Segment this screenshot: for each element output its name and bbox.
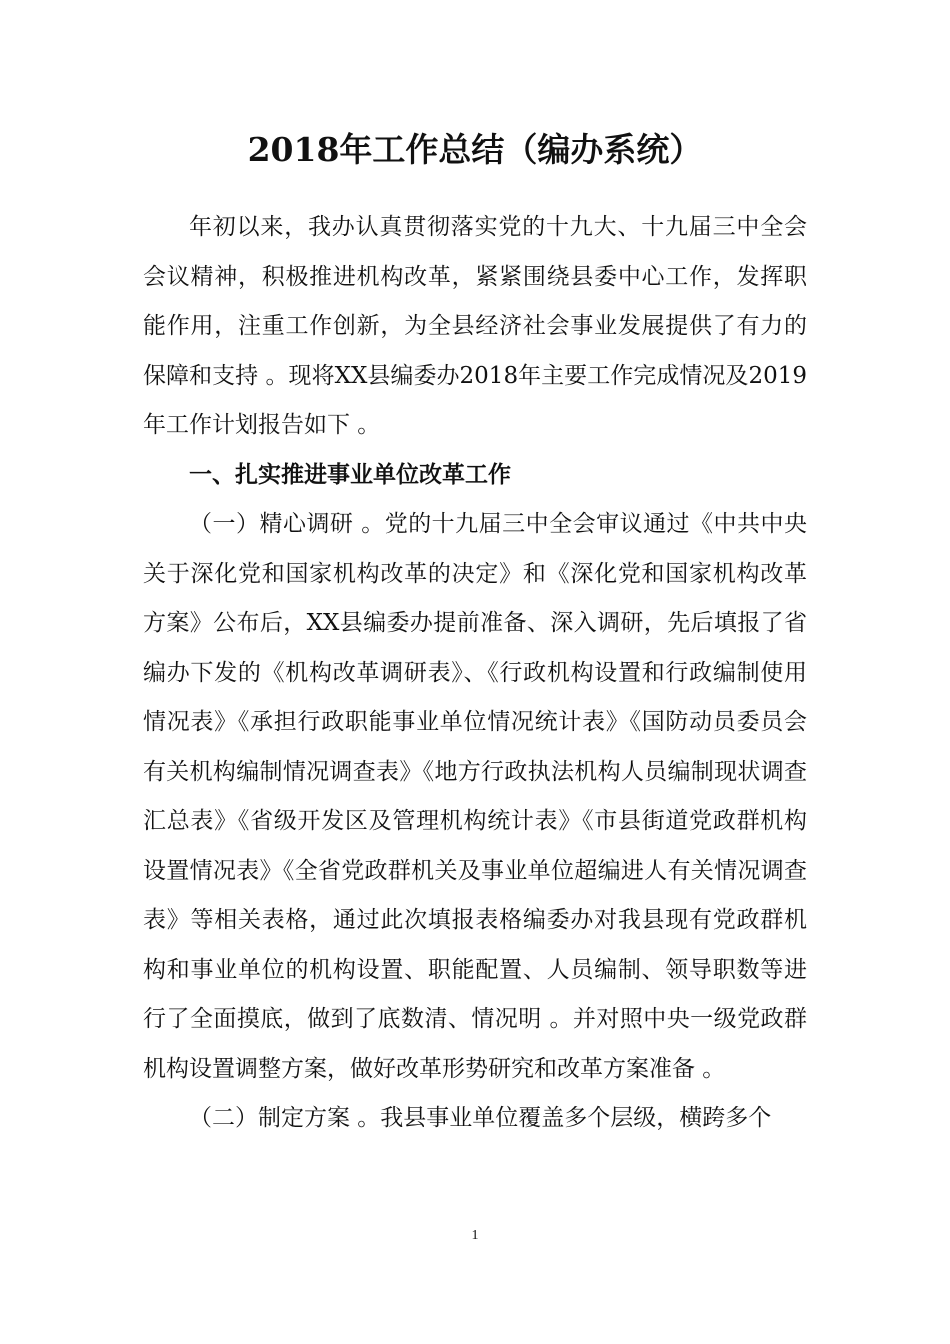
section-heading: 一、扎实推进事业单位改革工作	[189, 461, 511, 488]
page-number: 1	[471, 1228, 479, 1243]
intro-paragraph: 年初以来，我办认真贯彻落实党的十九大、十九届三中全会会议精神，积极推进机构改革，紧紧围绕县委中心工作，发挥职能作用，注重工作创新，为全县经济社会事业发展提供了有力的保障和支持 。现将XX县编委办2018年主要工作完成情况及2019年工作计划报告如下 。	[143, 214, 807, 438]
subsection-paragraph-plan: （二）制定方案 。我县事业单位覆盖多个层级，横跨多个	[189, 1105, 772, 1131]
subsection-paragraph-research: （一）精心调研 。党的十九届三中全会审议通过《中共中央关于深化党和国家机构改革的决定》和《深化党和国家机构改革方案》公布后，XX县编委办提前准备、深入调研，先后填报了省编办下发的《机构改革调研表》、《行政机构设置和行政编制使用情况表》《承担行政职能事业单位情况统计表》《国防动员委员会有关机构编制情况调查表》《地方行政执法机构人员编制现状调查汇总表》《省级开发区及管理机构统计表》《市县街道党政群机构设置情况表》《全省党政群机关及事业单位超编进人有关情况调查表》等相关表格，通过此次填报表格编委办对我县现有党政群机构和事业单位的机构设置、职能配置、人员编制、领导职数等进行了全面摸底，做到了底数清、情况明 。并对照中央一级党政群机构设置调整方案，做好改革形势研究和改革方案准备 。	[143, 511, 807, 1082]
document-body	[143, 203, 807, 1144]
document-title: 2018年工作总结（编办系统）	[247, 130, 703, 169]
